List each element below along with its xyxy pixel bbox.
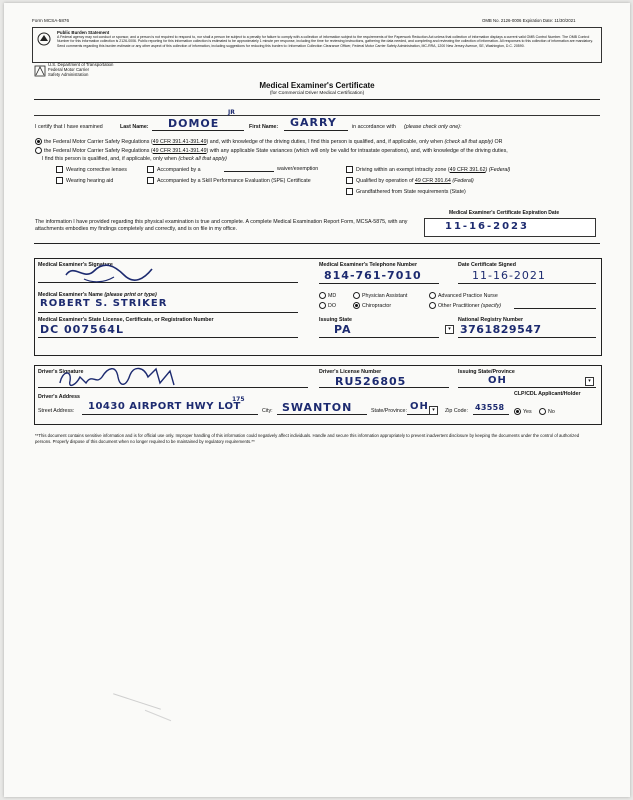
zip-label: Zip Code: xyxy=(445,408,468,414)
check-label: Driving within an exempt intracity zone ( xyxy=(356,166,450,173)
scan-mark xyxy=(113,693,161,709)
dot-seal-icon xyxy=(34,65,46,77)
last-name-field[interactable]: DOMOE xyxy=(168,117,220,130)
license-line xyxy=(38,337,298,338)
issuing-state-line xyxy=(319,337,439,338)
driver-address-label: Driver's Address xyxy=(38,394,80,400)
radio-apn[interactable] xyxy=(429,292,436,299)
check-spe[interactable] xyxy=(147,177,311,184)
cred-md-label: MD xyxy=(328,292,337,299)
cred-apn-label: Advanced Practice Nurse xyxy=(438,292,498,299)
checkbox[interactable] xyxy=(56,166,63,173)
nrn-field[interactable]: 3761829547 xyxy=(460,323,542,336)
zip-line xyxy=(473,414,509,415)
date-signed-field[interactable]: 11-16-2021 xyxy=(472,269,546,282)
divider-top xyxy=(34,99,600,100)
examiner-phone-label: Medical Examiner's Telephone Number xyxy=(319,262,418,268)
driver-license-label: Driver's License Number xyxy=(319,369,382,375)
clp-label: CLP/CDL Applicant/Holder xyxy=(514,391,581,397)
dot-logo-icon xyxy=(37,32,51,46)
burden-text: A Federal agency may not conduct or sponsor, and a person is not required to respond to, nor shall a person be subject to a penalty for failure to comply with a collection of information subject to the requirements of the Paperwork Reduction Act unless that collection of information displays a current valid OMB Control Number. The OMB Control Number for this information collection is 2126-0006. Public reporting for this information collection is estimated to be approximately 1 minute per response, including the time for reviewing instructions, gathering the data needed, and completing and reviewing the collection of information. All responses to this collection of information are mandatory. Send comments regarding this burden estimate or any other aspect of this collection of information, including suggestions for reducing this burden to: Information Collection Clearance Officer, Federal Motor Carrier Safety Administration, MC-RRA, 1200 New Jersey Avenue, SE, Washington, D.C. 20590. xyxy=(57,35,593,48)
driver-issuing-label: Issuing State/Province xyxy=(458,369,515,375)
option-1-text: the Federal Motor Carrier Safety Regulations ( xyxy=(44,138,153,145)
cred-chiro[interactable] xyxy=(353,302,391,309)
agency-line-1: U.S. Department of Transportation xyxy=(48,62,114,67)
checkbox[interactable] xyxy=(346,177,353,184)
check-note: (Federal) xyxy=(450,177,474,184)
street-label: Street Address: xyxy=(38,408,75,414)
statement-text: The information I have provided regarding this physical examination is true and complete. A complete Medical Examination Report Form, MCSA-5875, with any attachments embodies my findings completely and correctly, and is on file in my office. xyxy=(35,219,408,232)
first-name-line xyxy=(284,130,348,131)
nrn-label: National Registry Number xyxy=(458,317,524,323)
examiner-name-line xyxy=(38,312,298,313)
checkbox[interactable] xyxy=(147,177,154,184)
radio-do[interactable] xyxy=(319,302,326,309)
check-label: Accompanied by a Skill Performance Evaluation (SPE) Certificate xyxy=(157,177,311,184)
street-line xyxy=(82,414,258,415)
checkbox[interactable] xyxy=(346,166,353,173)
option-2-text-2: ) with any applicable State variances (which will only be valid for intrastate operations), and, with knowledge of the driving duties, xyxy=(206,147,508,154)
radio-md[interactable] xyxy=(319,292,326,299)
examiner-name-note: (please print or type) xyxy=(104,292,157,298)
option-2-link[interactable]: 49 CFR 391.41-391.49 xyxy=(152,147,207,154)
date-signed-label: Date Certificate Signed xyxy=(458,262,516,268)
page-subtitle: (for Commercial Driver Medical Certification) xyxy=(269,91,365,96)
examiner-name-field[interactable]: ROBERT S. STRIKER xyxy=(40,298,168,309)
nrn-dropdown-icon[interactable]: ▾ xyxy=(445,325,454,334)
burden-title: Public Burden Statement xyxy=(57,30,110,35)
check-corrective-lenses[interactable] xyxy=(56,166,127,173)
radio-yes[interactable] xyxy=(514,408,521,415)
check-operation[interactable] xyxy=(346,177,474,184)
driver-signature-label: Driver's Signature xyxy=(38,369,84,375)
option-2-line-2 xyxy=(42,156,227,162)
cred-do[interactable] xyxy=(319,302,336,309)
state-label: State/Province: xyxy=(371,408,407,414)
clp-no[interactable] xyxy=(539,408,555,415)
license-label: Medical Examiner's State License, Certificate, or Registration Number xyxy=(38,317,214,323)
radio-other[interactable] xyxy=(429,302,436,309)
cred-other-note: (specify) xyxy=(481,302,502,309)
first-name-field[interactable]: GARRY xyxy=(290,116,337,129)
check-grandfathered[interactable] xyxy=(346,188,466,195)
option-2-line2-note: (check all that apply) xyxy=(178,156,227,162)
burden-statement-box xyxy=(32,27,602,63)
zip-field[interactable]: 43558 xyxy=(475,403,505,412)
check-label: Qualified by operation of xyxy=(356,177,415,184)
expiration-date-value: 11-16-2023 xyxy=(445,221,529,232)
option-1 xyxy=(35,138,605,145)
check-label: Wearing corrective lenses xyxy=(66,166,127,173)
examiner-phone-line xyxy=(319,283,439,284)
checkbox[interactable] xyxy=(56,177,63,184)
option-1-text-2: ) and, with knowledge of the driving duties, I find this person is qualified, and, if applicable, only when xyxy=(206,138,443,145)
last-name-line xyxy=(152,130,244,131)
check-hearing-aid[interactable] xyxy=(56,177,113,184)
driver-signature xyxy=(56,363,186,391)
option-2 xyxy=(35,147,605,154)
check-note: ) (Federal) xyxy=(485,166,511,173)
omb-number: OMB No. 2126-0006 Expiration Date: 11/30/2021 xyxy=(482,18,576,23)
driver-issuing-dropdown-icon[interactable]: ▾ xyxy=(585,377,594,386)
cred-apn[interactable] xyxy=(429,292,498,299)
examiner-signature xyxy=(64,261,154,285)
city-line xyxy=(277,414,367,415)
expiration-date-field[interactable] xyxy=(424,218,596,237)
license-field[interactable]: DC 007564L xyxy=(40,323,124,336)
nrn-line xyxy=(458,337,596,338)
certificate-sheet xyxy=(4,3,630,797)
option-1-radio[interactable] xyxy=(35,138,42,145)
check-one-note: (please check only one): xyxy=(404,124,462,130)
check-label: Accompanied by a xyxy=(157,166,201,173)
form-id: Form MCSA-5876 xyxy=(32,18,70,23)
state-dropdown-icon[interactable]: ▾ xyxy=(429,406,438,415)
footer-notice: **This document contains sensitive information and is for official use only. Improper handling of this information could negatively affect individuals. Handle and secure this information appropriately to prevent inadvertent disclosure by keeping the documents under the control of authorized persons. Properly dispose of this document when no longer required to be maintained by regulatory requirements.** xyxy=(35,433,580,444)
agency-line-2: Federal Motor Carrier xyxy=(48,67,90,72)
accordance-text: in accordance with xyxy=(352,124,396,130)
lot-number: 175 xyxy=(232,396,245,403)
examiner-name-label-text: Medical Examiner's Name xyxy=(38,292,103,298)
first-name-label: First Name: xyxy=(249,124,279,130)
driver-license-field[interactable]: RU526805 xyxy=(335,375,407,388)
page-title: Medical Examiner's Certificate xyxy=(259,81,375,90)
clp-no-label: No xyxy=(548,408,555,415)
divider-3 xyxy=(34,243,600,244)
check-accompanied-waiver[interactable] xyxy=(147,166,201,173)
option-1-or: OR xyxy=(494,138,503,145)
expiration-label: Medical Examiner's Certificate Expiration Date xyxy=(449,210,560,216)
radio-chiro[interactable] xyxy=(353,302,360,309)
city-label: City: xyxy=(262,408,273,414)
option-2-line2-text: I find this person is qualified, and, if applicable, only when xyxy=(42,156,177,162)
option-2-text: the Federal Motor Carrier Safety Regulations ( xyxy=(44,147,153,154)
option-1-link[interactable]: 49 CFR 391.41-391.49 xyxy=(152,138,207,145)
radio-pa[interactable] xyxy=(353,292,360,299)
clp-yes-label: Yes xyxy=(523,408,532,415)
certify-prefix: I certify that I have examined xyxy=(35,124,103,130)
cred-pa-label: Physician Assistant xyxy=(362,292,408,299)
clp-yes[interactable] xyxy=(514,408,532,415)
option-1-note: (check all that apply) xyxy=(444,138,494,145)
state-field[interactable]: OH xyxy=(410,401,429,412)
street-field[interactable]: 10430 AIRPORT HWY LOT xyxy=(88,401,241,412)
name-suffix-note: JR xyxy=(228,109,235,116)
cred-md[interactable] xyxy=(319,292,336,299)
cred-other[interactable] xyxy=(429,302,501,309)
cred-chiro-label: Chiropractor xyxy=(362,302,392,309)
examiner-phone-field[interactable]: 814-761-7010 xyxy=(324,269,422,282)
waiver-type-line[interactable] xyxy=(224,171,274,172)
checkbox[interactable] xyxy=(147,166,154,173)
check-link[interactable]: 49 CFR 391.64 xyxy=(414,177,451,184)
scan-mark xyxy=(145,710,171,721)
agency-line-3: Safety Administration xyxy=(48,72,89,77)
city-field[interactable]: SWANTON xyxy=(282,401,353,414)
checkbox[interactable] xyxy=(346,188,353,195)
check-label: Grandfathered from State requirements (State) xyxy=(356,188,466,195)
option-2-radio[interactable] xyxy=(35,147,42,154)
waiver-label: waiver/exemption xyxy=(277,166,319,172)
radio-no[interactable] xyxy=(539,408,546,415)
last-name-label: Last Name: xyxy=(120,124,149,130)
cred-other-label: Other Practitioner xyxy=(438,302,480,309)
check-label: Wearing hearing aid xyxy=(66,177,114,184)
other-specify-line[interactable] xyxy=(514,308,596,309)
cred-pa[interactable] xyxy=(353,292,407,299)
driver-issuing-line xyxy=(458,387,596,388)
date-signed-line xyxy=(458,283,596,284)
examiner-signature-label: Medical Examiner's Signature xyxy=(38,262,113,268)
issuing-state-field[interactable]: PA xyxy=(334,323,352,336)
driver-issuing-field[interactable]: OH xyxy=(488,375,507,386)
issuing-state-label: Issuing State xyxy=(319,317,352,323)
check-link[interactable]: 49 CFR 391.62 xyxy=(449,166,486,173)
check-intracity[interactable] xyxy=(346,166,510,173)
cred-do-label: DO xyxy=(328,302,336,309)
